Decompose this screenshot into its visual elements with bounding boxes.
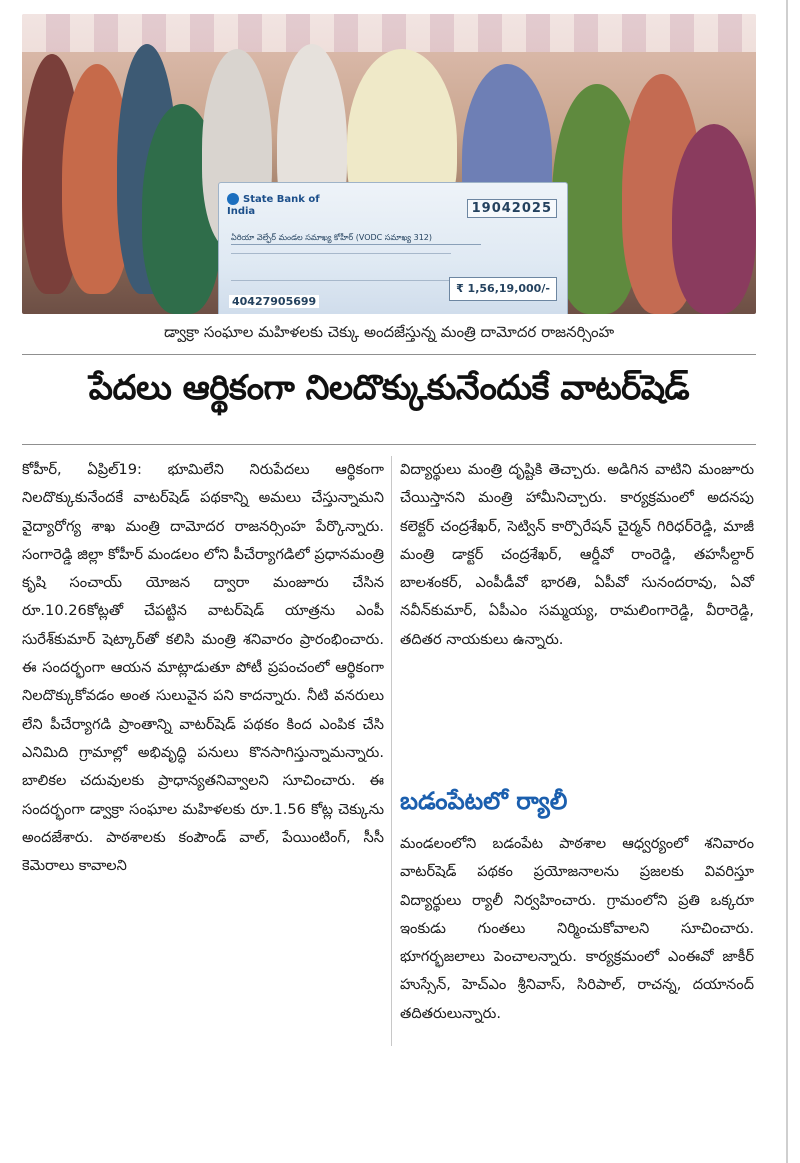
cheque-date: 19042025 bbox=[467, 199, 557, 218]
subheading: బడంపేటలో ర్యాలీ bbox=[400, 787, 568, 815]
cheque-payee: ఏరియా వెల్ఫేర్ మండల సమాఖ్య కోహీర్ (VODC సమాఖ్య 312) bbox=[231, 233, 481, 245]
article-paragraph: విద్యార్థులు మంత్రి దృష్టికి తెచ్చారు. అడిగిన వాటిని మంజూరు చేయిస్తానని మంత్రి హామీనిచ్చారు. కార్యక్రమంలో అదనపు కలెక్టర్ చంద్రశేఖర్, సెట్విన్ కార్పొరేషన్ చైర్మన్ గిరిధర్‌రెడ్డి, మాజీ మంత్రి డాక్టర్ చంద్రశేఖర్, ఆర్డీవో రాంరెడ్డి, తహసీల్దార్ బాలశంకర్, ఎంపీడీవో భారతి, ఏపీవో సునందరావు, ఏవో నవీన్‌కుమార్, ఏపీఎం సమ్మయ్య, రామలింగారెడ్డి, వీరారెడ్డి, తదితర నాయకులు ఉన్నారు. bbox=[400, 461, 754, 648]
bank-cheque bbox=[218, 182, 568, 314]
article-right-column-bottom bbox=[400, 830, 754, 1028]
headline: పేదలు ఆర్థికంగా నిలదొక్కుకునేందుకే వాటర్‌షెడ్ bbox=[88, 368, 690, 408]
photo-caption: డ్వాక్రా సంఘాల మహిళలకు చెక్కు అందజేస్తున్న మంత్రి దామోదర రాజనర్సింహ bbox=[163, 323, 615, 341]
column-divider bbox=[391, 456, 392, 1046]
bank-name: State Bank of India bbox=[227, 194, 320, 217]
cheque-amount-words-lines bbox=[231, 253, 451, 281]
divider-below-headline bbox=[22, 444, 756, 445]
cheque-amount: ₹ 1,56,19,000/- bbox=[449, 277, 557, 301]
article-left-column bbox=[22, 456, 384, 880]
article-paragraph: కోహీర్, ఏప్రిల్19: భూమిలేని నిరుపేదలు ఆర్థికంగా నిలదొక్కుకునేందకే వాటర్‌షెడ్ పథకాన్ని అమలు చేస్తున్నామని వైద్యారోగ్య శాఖ మంత్రి దామోదర రాజనర్సింహ పేర్కొన్నారు. సంగారెడ్డి జిల్లా కోహీర్ మండలం లోని పీచేర్యాగడిలో ప్రధానమంత్రి కృషి సంచాయ్ యోజన ద్వారా మంజూరు చేసిన రూ.10.26కోట్లతో చేపట్టిన వాటర్‌షెడ్ యాత్రను ఎంపీ సురేశ్‌కుమార్ షెట్కార్‌తో కలిసి మంత్రి శనివారం ప్రారంభించారు. ఈ సందర్భంగా ఆయన మాట్లాడుతూ పోటీ ప్రపంచంలో ఆర్థికంగా నిలదొక్కుకోవడం అంత సులువైన పని కాదన్నారు. నీటి వనరులు లేని పీచేర్యాగడి ప్రాంతాన్ని వాటర్‌షెడ్ పథకం కింద ఎంపిక చేసి ఎనిమిది గ్రామాల్లో అభివృద్ధి పనులు కొనసాగిస్తున్నామన్నారు. బాలికల చదువులకు ప్రాధాన్యతనివ్వాలని సూచించారు. ఈ సందర్భంగా డ్వాక్రా సంఘాల మహిళలకు రూ.1.56 కోట్ల చెక్కును అందజేశారు. పాఠశాలకు కంపౌండ్ వాల్, పేయింటింగ్, సీసీ కెమెరాలు కావాలని bbox=[22, 461, 384, 875]
bank-logo-icon bbox=[227, 193, 239, 205]
divider-top bbox=[22, 354, 756, 355]
page-edge bbox=[786, 0, 788, 1163]
article-paragraph: మండలంలోని బడంపేట పాఠశాల ఆధ్వర్యంలో శనివారం వాటర్‌షెడ్ పథకం ప్రయోజనాలను ప్రజలకు వివరిస్తూ విద్యార్థులు ర్యాలీ నిర్వహించారు. గ్రామంలోని ప్రతి ఒక్కరూ ఇంకుడు గుంతలు నిర్మించుకోవాలని సూచించారు. భూగర్భజలాలు పెంచాలన్నారు. కార్యక్రమంలో ఎంఈవో జాకీర్ హుస్సేన్, హెచ్ఎం శ్రీనివాస్, సిరిపాల్, రాచన్న, దయానంద్ తదితరులున్నారు. bbox=[400, 835, 754, 1022]
news-photo bbox=[22, 14, 756, 314]
cheque-account-number: 40427905699 bbox=[229, 295, 319, 308]
article-right-column-top bbox=[400, 456, 754, 654]
